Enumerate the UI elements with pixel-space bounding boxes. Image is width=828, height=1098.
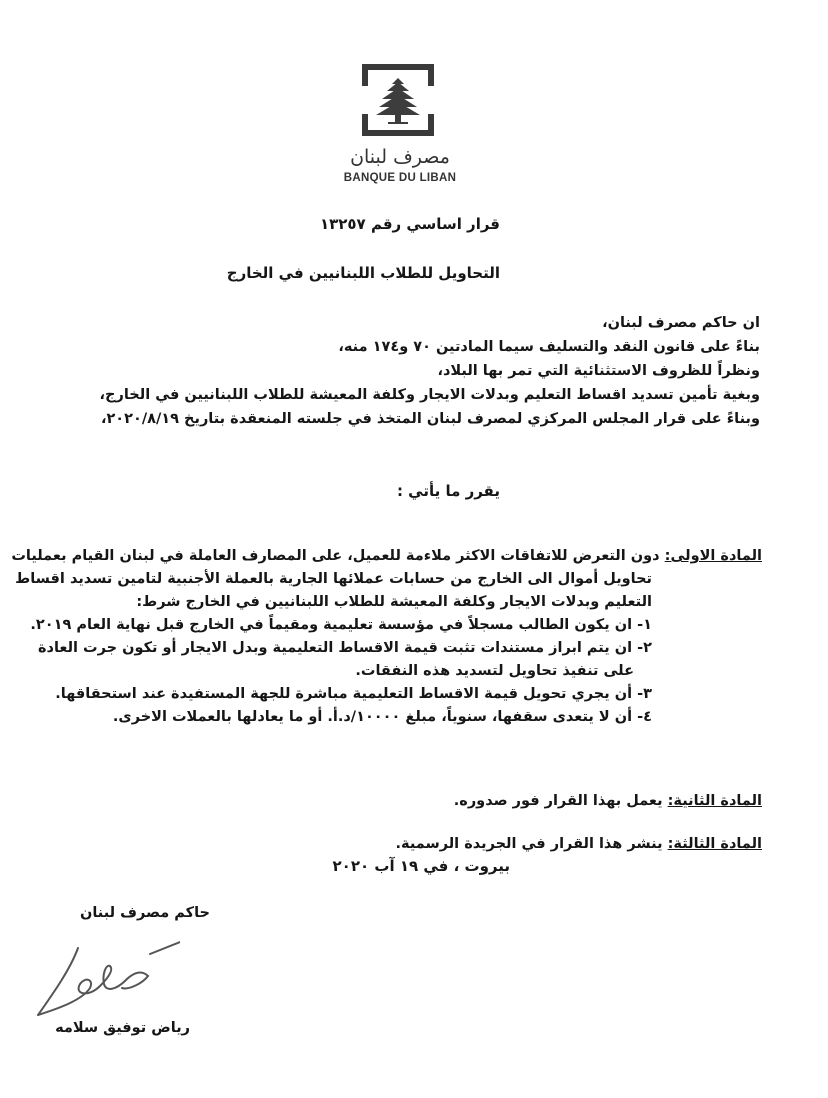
signatory-name: رياض توفيق سلامه — [55, 1020, 190, 1036]
preamble-line: بناءً على قانون النقد والتسليف سيما المادتين ٧٠ و١٧٤ منه، — [338, 339, 760, 355]
condition-item: ٢- ان يتم ابراز مستندات تثبت قيمة الاقساط التعليمية وبدل الايجار أو تكون جرت العادة — [37, 640, 652, 656]
condition-item: ٤- أن لا يتعدى سقفها، سنوياً، مبلغ ١٠٠٠٠/د.أ. أو ما يعادلها بالعملات الاخرى. — [112, 709, 652, 725]
article-one — [11, 545, 762, 729]
article-two-label: المادة الثانية: — [667, 793, 762, 809]
article-three — [50, 833, 762, 856]
handwritten-signature-icon — [30, 940, 180, 1030]
bank-name-arabic: مصرف لبنان — [350, 146, 450, 168]
decision-subject: التحاويل للطلاب اللبنانيين في الخارج — [226, 264, 500, 282]
article-three-text: ينشر هذا القرار في الجريدة الرسمية. — [395, 836, 663, 852]
article-three-label: المادة الثالثة: — [667, 836, 762, 852]
place-and-date: بيروت ، في ١٩ آب ٢٠٢٠ — [332, 857, 510, 875]
condition-item-continued: على تنفيذ تحاويل لتسديد هذه النفقات. — [355, 663, 634, 679]
article-one-label: المادة الاولى: — [664, 548, 762, 564]
article-one-line: دون التعرض للاتفاقات الاكثر ملاءمة للعميل، على المصارف العاملة في لبنان القيام بعمليات — [11, 548, 660, 564]
condition-item: ٣- أن يجري تحويل قيمة الاقساط التعليمية مباشرة للجهة المستفيدة عند استحقاقها. — [55, 686, 652, 702]
article-one-line: التعليم وبدلات الايجار وكلفة المعيشة للطلاب اللبنانيين في الخارج شرط: — [136, 594, 652, 610]
bank-name-french: BANQUE DU LIBAN — [343, 172, 457, 184]
preamble-line: وبناءً على قرار المجلس المركزي لمصرف لبنان المتخذ في جلسته المنعقدة بتاريخ ٢٠٢٠/٨/١٩، — [100, 411, 760, 427]
condition-item: ١- ان يكون الطالب مسجلاً في مؤسسة تعليمية ومقيماً في الخارج قبل نهاية العام ٢٠١٩. — [30, 617, 652, 633]
decides-heading: يقرر ما يأتي : — [396, 482, 500, 500]
article-one-line: تحاويل أموال الى الخارج من حسابات عملائها الجارية بالعملة الأجنبية لتامين تسديد اقساط — [15, 571, 652, 587]
article-two-text: يعمل بهذا القرار فور صدوره. — [453, 793, 663, 809]
cedar-logo-icon — [362, 64, 434, 136]
signatory-title: حاكم مصرف لبنان — [79, 905, 210, 921]
article-two — [50, 790, 762, 813]
preamble-line: وبغية تأمين تسديد اقساط التعليم وبدلات الايجار وكلفة المعيشة للطلاب اللبنانيين في الخارج، — [99, 387, 760, 403]
preamble — [60, 311, 760, 431]
preamble-line: ونظراً للظروف الاستثنائية التي تمر بها البلاد، — [437, 363, 760, 379]
decision-title: قرار اساسي رقم ١٣٢٥٧ — [319, 215, 500, 233]
preamble-line: ان حاكم مصرف لبنان، — [602, 315, 760, 331]
